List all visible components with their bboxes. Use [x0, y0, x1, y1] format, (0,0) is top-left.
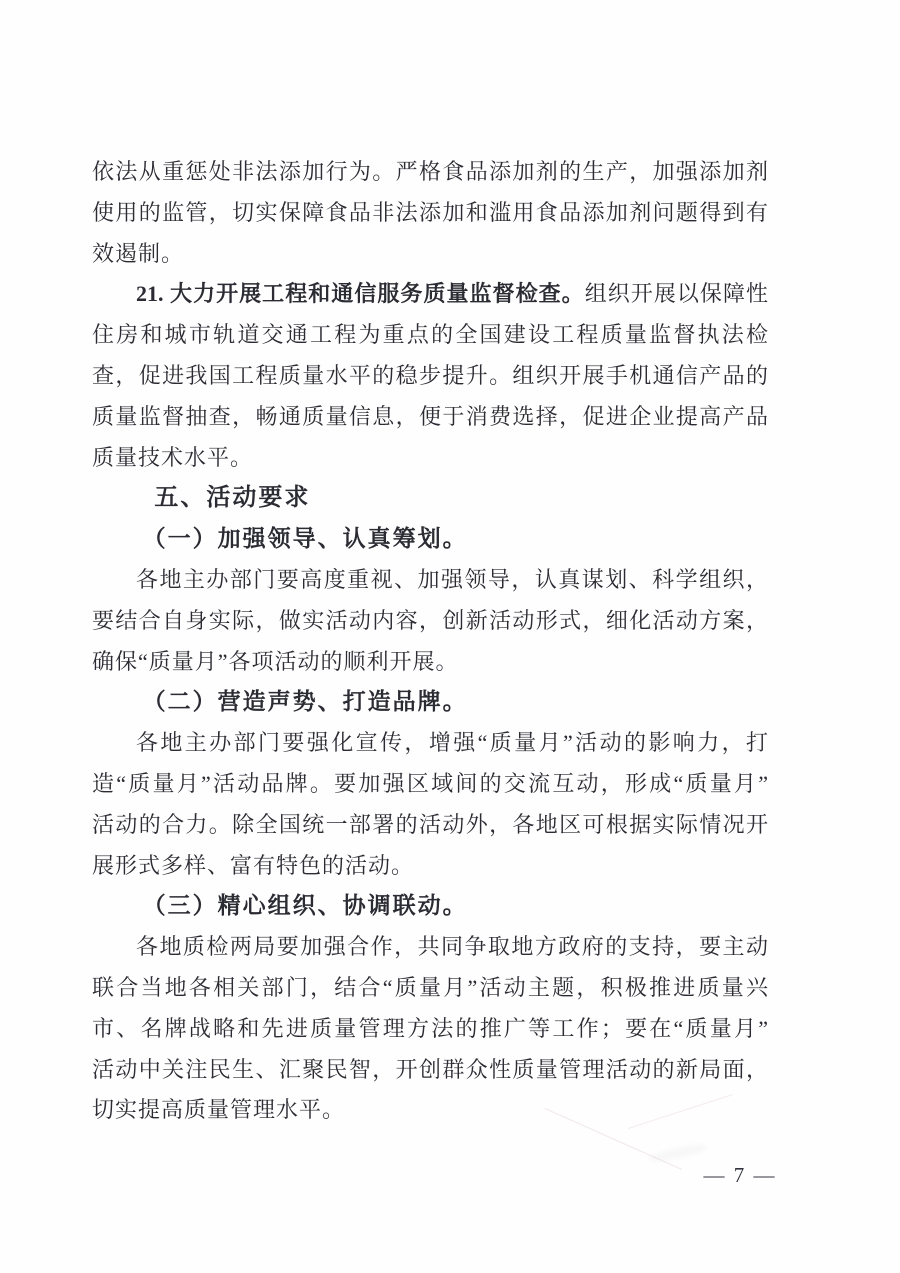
text-segment: 活动的合力。除全国统一部署的活动外，各地区可根据实际情况开: [92, 811, 768, 837]
bold-text-segment: （三）精心组织、协调联动。: [142, 893, 468, 919]
text-line: [92, 1009, 768, 1050]
text-line: [92, 682, 768, 723]
text-segment: 各地主办部门要高度重视、加强领导，认真谋划、科学组织，: [136, 566, 768, 592]
text-segment: 查，促进我国工程质量水平的稳步提升。组织开展手机通信产品的: [92, 362, 768, 388]
text-line: [92, 478, 768, 519]
text-segment: 组织开展以保障性: [584, 281, 768, 307]
text-segment: 依法从重惩处非法添加行为。严格食品添加剂的生产，加强添加剂: [92, 159, 768, 184]
text-segment: 联合当地各相关部门，结合“质量月”活动主题，积极推进质量兴: [92, 974, 768, 1000]
text-line: [92, 438, 768, 479]
text-segment: 各地质检两局要加强合作，共同争取地方政府的支持，要主动: [136, 934, 768, 960]
text-line: [92, 234, 768, 275]
text-segment: 展形式多样、富有特色的活动。: [92, 852, 415, 878]
text-segment: 质量技术水平。: [92, 444, 254, 470]
text-line: [92, 601, 768, 642]
document-body: [92, 152, 768, 1131]
text-line: [92, 152, 768, 193]
text-line: [92, 193, 768, 234]
text-line: [92, 805, 768, 846]
text-line: [92, 274, 768, 315]
text-line: [92, 1090, 768, 1131]
bold-text-segment: 五、活动要求: [154, 484, 311, 512]
text-segment: 市、名牌战略和先进质量管理方法的推广等工作；要在“质量月”: [92, 1015, 768, 1041]
text-line: [92, 1050, 768, 1091]
text-segment: 质量监督抽查，畅通质量信息，便于消费选择，促进企业提高产品: [92, 403, 768, 429]
text-segment: 切实提高质量管理水平。: [92, 1097, 346, 1123]
text-line: [92, 886, 768, 927]
text-segment: 各地主办部门要强化宣传，增强“质量月”活动的影响力，打: [136, 730, 768, 756]
text-line: [92, 397, 768, 438]
text-line: [92, 927, 768, 968]
text-segment: 确保“质量月”各项活动的顺利开展。: [92, 648, 459, 674]
text-line: [92, 560, 768, 601]
text-segment: 活动中关注民生、汇聚民智，开创群众性质量管理活动的新局面，: [92, 1056, 768, 1082]
text-line: [92, 968, 768, 1009]
text-line: [92, 642, 768, 683]
text-line: [92, 315, 768, 356]
text-segment: 使用的监管，切实保障食品非法添加和滥用食品添加剂问题得到有: [92, 199, 768, 225]
text-segment: 造“质量月”活动品牌。要加强区域间的交流互动，形成“质量月”: [92, 770, 768, 796]
bold-text-segment: （二）营造声势、打造品牌。: [142, 689, 468, 715]
text-line: [92, 356, 768, 397]
text-segment: 要结合自身实际，做实活动内容，创新活动形式，细化活动方案，: [92, 607, 768, 633]
text-line: [92, 519, 768, 560]
text-line: [92, 723, 768, 764]
text-line: [92, 764, 768, 805]
text-segment: 住房和城市轨道交通工程为重点的全国建设工程质量监督执法检: [92, 322, 768, 348]
text-segment: 效遏制。: [92, 240, 185, 266]
bold-text-segment: 21. 大力开展工程和通信服务质量监督检查。: [136, 281, 585, 307]
page-number: — 7 —: [703, 1163, 777, 1187]
bold-text-segment: （一）加强领导、认真筹划。: [142, 526, 468, 552]
text-line: [92, 846, 768, 887]
